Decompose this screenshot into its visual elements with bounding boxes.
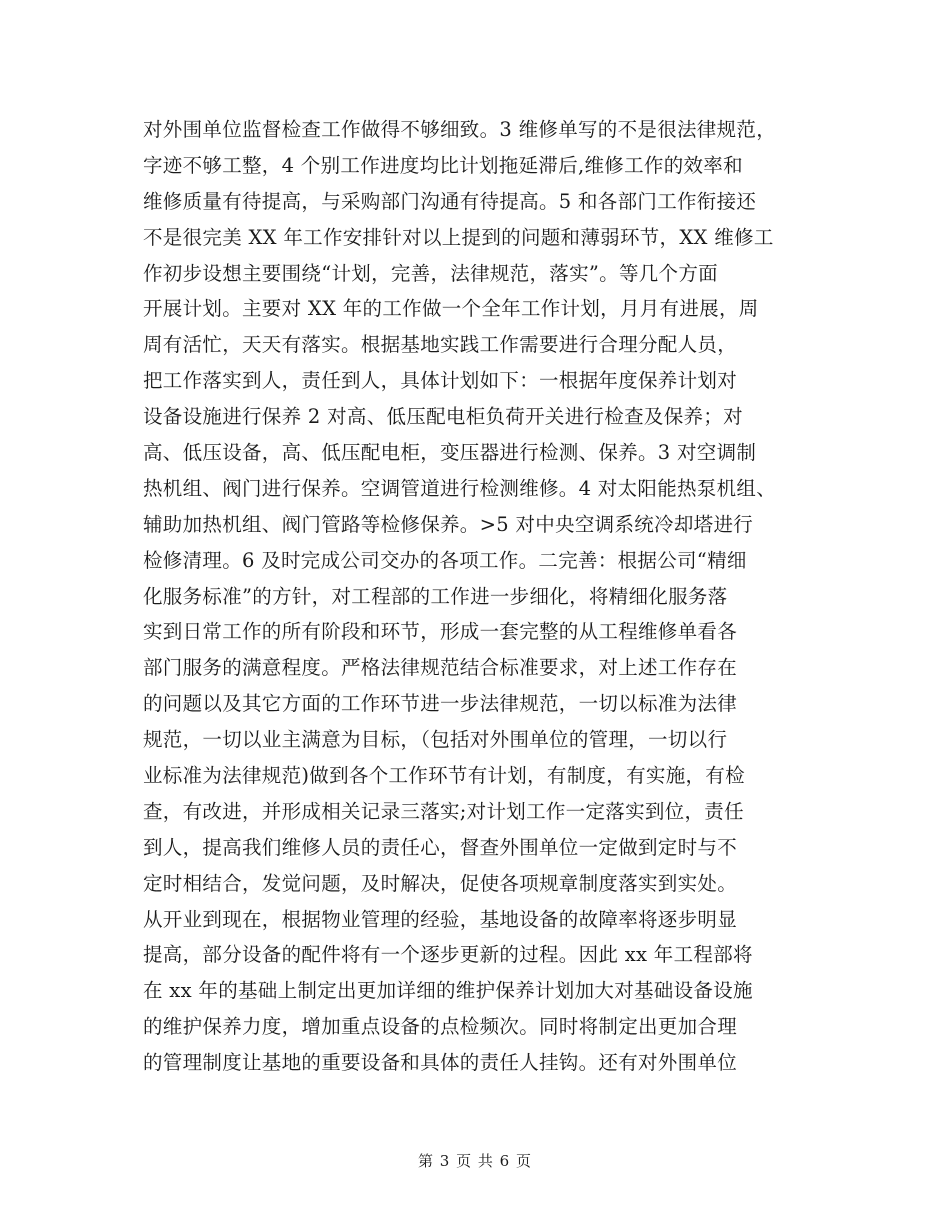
text-line: 维修质量有待提高，与采购部门沟通有待提高。5 和各部门工作衔接还 [143,189,757,213]
text-line: 把工作落实到人，责任到人，具体计划如下：一根据年度保养计划对 [143,369,738,393]
text-line: 热机组、阀门进行保养。空调管道进行检测维修。4 对太阳能热泵机组、 [143,476,777,500]
text-line: 提高，部分设备的配件将有一个逐步更新的过程。因此 xx 年工程部将 [143,943,753,967]
text-line: 作初步设想主要围绕“计划，完善，法律规范，落实”。等几个方面 [143,261,718,285]
body-text [143,112,823,1081]
text-line: 对外围单位监督检查工作做得不够细致。3 维修单写的不是很法律规范， [143,118,777,141]
text-line: 定时相结合，发觉问题，及时解决，促使各项规章制度落实到实处。 [143,871,738,895]
text-line: 开展计划。主要对 XX 年的工作做一个全年工作计划，月月有进展，周 [143,297,759,321]
text-line: 的维护保养力度，增加重点设备的点检频次。同时将制定出更加合理 [143,1015,738,1039]
text-line: 规范，一切以业主满意为目标，（包括对外围单位的管理，一切以行 [143,728,728,752]
text-line: 化服务标准”的方针，对工程部的工作进一步细化，将精细化服务落 [143,584,728,608]
text-line: 实到日常工作的所有阶段和环节，形成一套完整的从工程维修单看各 [143,620,738,644]
text-line: 业标准为法律规范)做到各个工作环节有计划，有制度，有实施，有检 [143,764,745,788]
text-line: 部门服务的满意程度。严格法律规范结合标准要求，对上述工作存在 [143,656,738,680]
text-line: 不是很完美 XX 年工作安排针对以上提到的问题和薄弱环节，XX 维修工 [143,225,774,249]
text-line: 查，有改进，并形成相关记录三落实;对计划工作一定落实到位，责任 [143,799,744,823]
text-line: 检修清理。6 及时完成公司交办的各项工作。二完善：根据公司“精细 [143,548,747,572]
page-number-footer: 第 3 页 共 6 页 [418,1152,532,1170]
text-line: 设备设施进行保养 2 对高、低压配电柜负荷开关进行检查及保养；对 [143,405,743,429]
text-line: 到人，提高我们维修人员的责任心，督查外围单位一定做到定时与不 [143,835,738,859]
text-line: 高、低压设备，高、低压配电柜，变压器进行检测、保养。3 对空调制 [143,441,757,465]
text-line: 在 xx 年的基础上制定出更加详细的维护保养计划加大对基础设备设施 [143,979,753,1003]
text-line: 辅助加热机组、阀门管路等检修保养。>5 对中央空调系统冷却塔进行 [143,512,754,536]
text-line: 字迹不够工整，4 个别工作进度均比计划拖延滞后,维修工作的效率和 [143,153,743,177]
text-line: 从开业到现在，根据物业管理的经验，基地设备的故障率将逐步明显 [143,907,738,931]
text-line: 周有活忙，天天有落实。根据基地实践工作需要进行合理分配人员， [143,333,738,357]
text-line: 的问题以及其它方面的工作环节进一步法律规范，一切以标准为法律 [143,692,738,716]
text-line: 的管理制度让基地的重要设备和具体的责任人挂钩。还有对外围单位 [143,1051,738,1075]
